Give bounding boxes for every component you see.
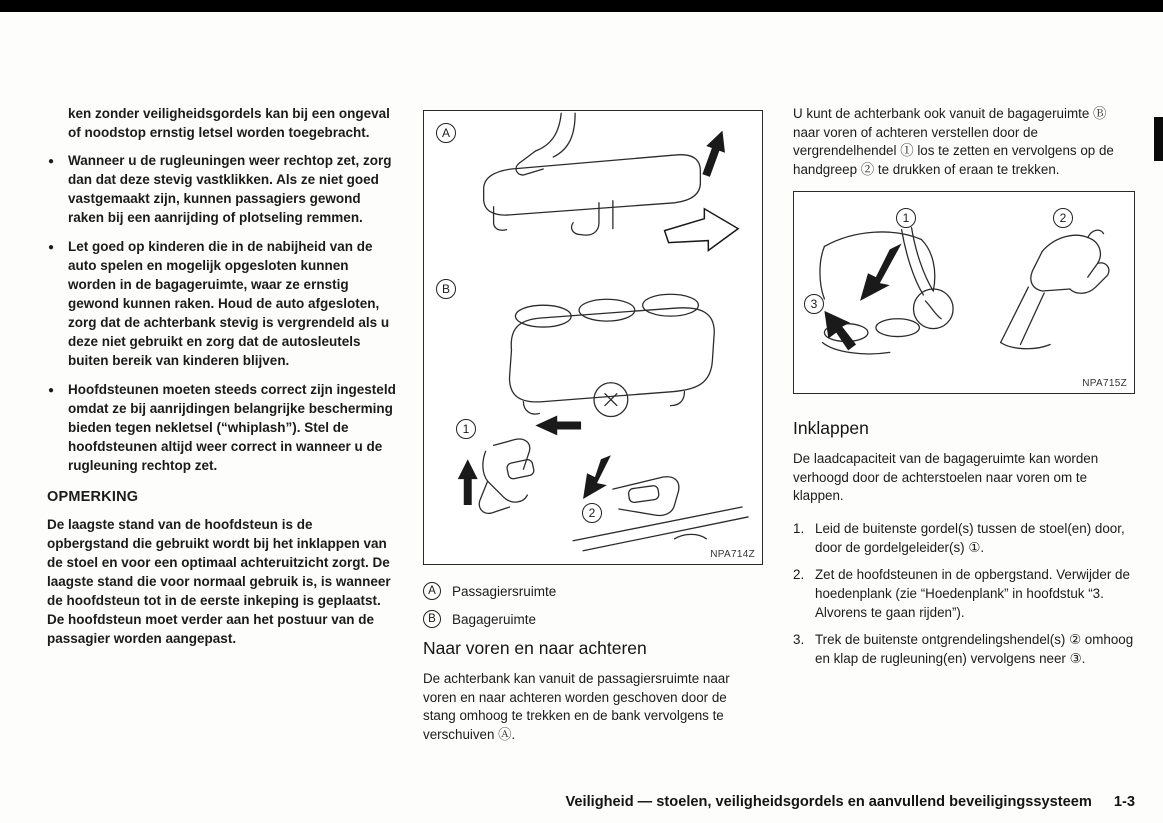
- section-body: De achterbank kan vanuit de passagiersruimte naar voren en naar achteren worden geschoven door de stang omhoog te trekken en de bank vervolgens te verschuiven Ⓐ.: [423, 671, 730, 743]
- section-heading-fold-down: Inklappen: [793, 417, 869, 438]
- step-item: [793, 520, 1135, 557]
- note-heading: OPMERKING: [47, 489, 139, 505]
- legend-row: [423, 610, 763, 628]
- step-text: Zet de hoofdsteunen in de opbergstand. Verwijder de hoedenplank (zie “Hoedenplank” in hoofdstuk “3. Alvorens te gaan rijden”).: [815, 567, 1130, 620]
- page-number: 1-3: [1113, 794, 1135, 810]
- step-number: 2.: [793, 567, 805, 583]
- figure-legend: [423, 582, 763, 628]
- step-number: 3.: [793, 632, 805, 648]
- step-item: [793, 631, 1135, 668]
- circled-a-icon: A: [423, 582, 441, 600]
- continued-paragraph: ken zonder veiligheidsgordels kan bij een ongeval of noodstop ernstig letsel worden toegebracht.: [68, 106, 390, 140]
- figure-code: NPA715Z: [1082, 377, 1127, 389]
- step-text: Trek de buitenste ontgrendelingshendel(s) ② omhoog en klap de rugleuning(en) vervolgens neer ③.: [815, 632, 1134, 667]
- step-text: Leid de buitenste gordel(s) tussen de stoel(en) door, door de gordelgeleider(s) ①.: [815, 520, 1125, 555]
- figure-label-1: 1: [456, 419, 476, 439]
- section-body: De laadcapaciteit van de bagageruimte kan worden verhoogd door de achterstoelen naar voren om te klappen.: [793, 450, 1099, 504]
- bullet-item: [47, 237, 396, 370]
- figure-fold-down-diagram: [793, 191, 1135, 394]
- legend-row: [423, 582, 763, 600]
- belt-guide-and-lever-illustration: [794, 192, 1134, 393]
- legend-label: Passagiersruimte: [452, 583, 557, 599]
- figure-label-3: 3: [804, 294, 824, 314]
- seat-underside-and-bench-illustration: [424, 111, 762, 564]
- fold-down-steps: [793, 520, 1135, 669]
- figure-label-2: 2: [1053, 208, 1073, 228]
- left-column: [47, 104, 396, 648]
- warning-bullet-list: [47, 151, 396, 475]
- step-number: 1.: [793, 520, 805, 536]
- bullet-text: Let goed op kinderen die in de nabijheid van de auto spelen en mogelijk opgesloten kunnen worden in de bagageruimte, waar ze ernstig gewond kunnen raken. Houd de auto afgesloten, zorg dat de achterbank stevig is vergrendeld als u deze niet gebruikt en zorg dat de autosleutels buiten bereik van kinderen blijven.: [68, 239, 390, 368]
- bullet-item: [47, 151, 396, 227]
- circled-b-icon: B: [423, 610, 441, 628]
- middle-column: [423, 110, 763, 745]
- page-footer: [565, 794, 1135, 810]
- section-heading-forward-backward: Naar voren en naar achteren: [423, 638, 647, 658]
- step-item: [793, 566, 1135, 622]
- bullet-text: Hoofdsteunen moeten steeds correct zijn ingesteld omdat ze bij aanrijdingen belangrijke bescherming bieden tegen nekletsel (“whiplash”). Stel de hoofdsteunen altijd weer correct in wanneer u de rugleuning rechtop zet.: [68, 382, 396, 473]
- bullet-icon: ●: [48, 156, 55, 167]
- figure-seat-sliding-diagram: [423, 110, 763, 565]
- bullet-icon: ●: [48, 242, 55, 253]
- chapter-index-tab: [1154, 117, 1163, 161]
- right-column: [793, 105, 1135, 678]
- legend-label: Bagageruimte: [452, 611, 537, 627]
- bullet-item: [47, 380, 396, 475]
- figure-label-a: A: [436, 123, 456, 143]
- bullet-icon: ●: [48, 385, 55, 396]
- scan-top-edge: [0, 0, 1163, 12]
- footer-title: Veiligheid — stoelen, veiligheidsgordels en aanvullend beveiligingssysteem: [565, 794, 1092, 810]
- figure-label-2: 2: [582, 503, 602, 523]
- figure-label-b: B: [436, 279, 456, 299]
- figure-label-1: 1: [896, 208, 916, 228]
- intro-paragraph: U kunt de achterbank ook vanuit de bagageruimte Ⓑ naar voren of achteren verstellen door de vergrendelhendel ① los te zetten en vervolgens op de handgreep ② te drukken of eraan te trekken.: [793, 106, 1114, 178]
- figure-code: NPA714Z: [710, 549, 755, 560]
- bullet-text: Wanneer u de rugleuningen weer rechtop zet, zorg dan dat deze stevig vastklikken. Als ze niet goed vastgemaakt zijn, kunnen passagiers gewond raken bij een aanrijding of plotseling remmen.: [68, 153, 392, 225]
- note-body: De laagste stand van de hoofdsteun is de opbergstand die gebruikt wordt bij het inklappen van de stoel en voor een optimaal achteruitzicht zorgt. De laagste stand die voor normaal gebruik is, is wanneer de hoofdsteun tot in de eerste inkeping is geplaatst. De hoofdsteun moet verder aan het postuur van de passagier worden aangepast.: [47, 517, 391, 646]
